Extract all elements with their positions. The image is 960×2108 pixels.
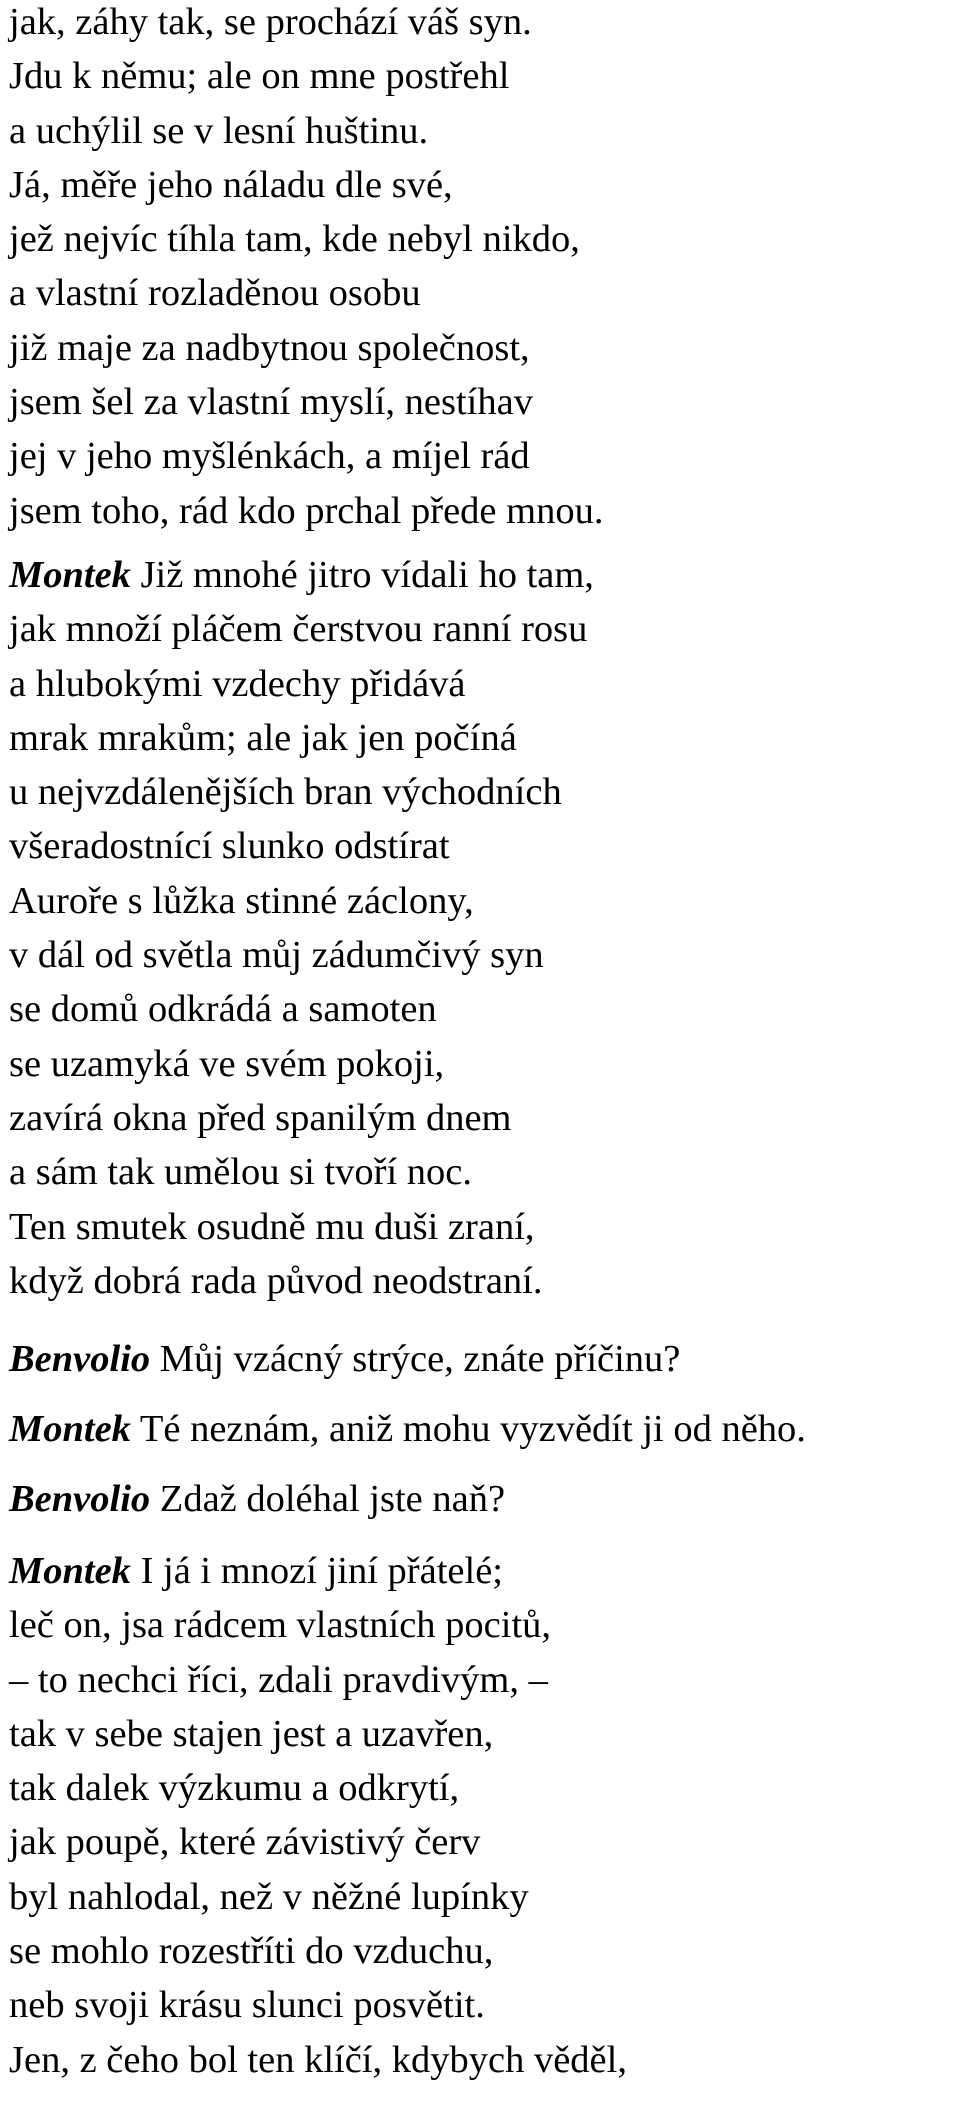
verse-line: jež nejvíc tíhla tam, kde nebyl nikdo, (9, 218, 580, 261)
verse-line: jak poupě, které závistivý červ (9, 1821, 481, 1864)
verse-line: mrak mrakům; ale jak jen počíná (9, 716, 517, 759)
verse-line: se uzamyká ve svém pokoji, (9, 1042, 445, 1085)
speaker-name: Benvolio (9, 1338, 151, 1380)
verse-line: jsem toho, rád kdo prchal přede mnou. (9, 489, 604, 532)
speech-montek-1 (9, 548, 594, 1308)
verse-line: jak, záhy tak, se prochází váš syn. (9, 1, 532, 43)
continued-speech (9, 0, 603, 538)
verse-line: Jdu k němu; ale on mne postřehl (9, 55, 510, 98)
verse-line: když dobrá rada původ neodstraní. (9, 1259, 543, 1302)
speech-first-line (9, 1544, 627, 1598)
verse-line: a vlastní rozladěnou osobu (9, 272, 421, 315)
verse-line: se domů odkrádá a samoten (9, 988, 437, 1031)
verse-line: a hlubokými vzdechy přidává (9, 662, 466, 705)
verse-line: Ten smutek osudně mu duši zraní, (9, 1205, 535, 1248)
verse-text: I já i mnozí jiní přátelé; (130, 1550, 503, 1592)
verse-line: zavírá okna před spanilým dnem (9, 1096, 512, 1139)
verse-line: všeradostnící slunko odstírat (9, 825, 450, 868)
verse-line: u nejvzdálenějších bran východních (9, 771, 562, 814)
verse-line: jej v jeho myšlénkách, a míjel rád (9, 435, 530, 478)
verse-line: Jen, z čeho bol ten klíčí, kdybych věděl, (9, 2038, 627, 2081)
verse-line: jsem šel za vlastní myslí, nestíhav (9, 381, 533, 424)
verse-line: se mohlo rozestříti do vzduchu, (9, 1930, 494, 1973)
verse-line: a uchýlil se v lesní huštinu. (9, 109, 429, 152)
verse-line: Já, měře jeho náladu dle své, (9, 163, 453, 206)
speech-benvolio-2 (9, 1472, 505, 1526)
verse-line: leč on, jsa rádcem vlastních pocitů, (9, 1604, 552, 1647)
speech-first-line (9, 1402, 806, 1456)
speaker-name: Montek (9, 554, 131, 596)
verse-text: Té neznám, aniž mohu vyzvědít ji od něho. (130, 1408, 806, 1450)
verse-line: v dál od světla můj zádumčivý syn (9, 934, 544, 977)
verse-line: Auroře s lůžka stinné záclony, (9, 879, 474, 922)
speech-first-line (9, 548, 594, 602)
speech-montek-2 (9, 1402, 806, 1456)
verse-text: Můj vzácný strýce, znáte příčinu? (150, 1338, 681, 1380)
verse-line: – to nechci říci, zdali pravdivým, – (9, 1658, 548, 1701)
speaker-name: Montek (9, 1550, 131, 1592)
verse-line: byl nahlodal, než v něžné lupínky (9, 1875, 529, 1918)
verse-line: tak v sebe stajen jest a uzavřen, (9, 1712, 494, 1755)
verse-line: jak množí pláčem čerstvou ranní rosu (9, 608, 588, 651)
speech-benvolio-1 (9, 1332, 680, 1386)
verse-line: již maje za nadbytnou společnost, (9, 326, 530, 369)
speaker-name: Montek (9, 1408, 131, 1450)
speech-first-line (9, 1472, 505, 1526)
verse-text: Již mnohé jitro vídali ho tam, (130, 554, 594, 596)
speech-montek-3 (9, 1544, 627, 2087)
verse-line: a sám tak umělou si tvoří noc. (9, 1151, 472, 1194)
speech-first-line (9, 1332, 680, 1386)
verse-line: neb svoji krásu slunci posvětit. (9, 1984, 485, 2027)
verse-text: Zdaž doléhal jste naň? (150, 1478, 506, 1520)
speaker-name: Benvolio (9, 1478, 151, 1520)
verse-line: tak dalek výzkumu a odkrytí, (9, 1767, 460, 1810)
